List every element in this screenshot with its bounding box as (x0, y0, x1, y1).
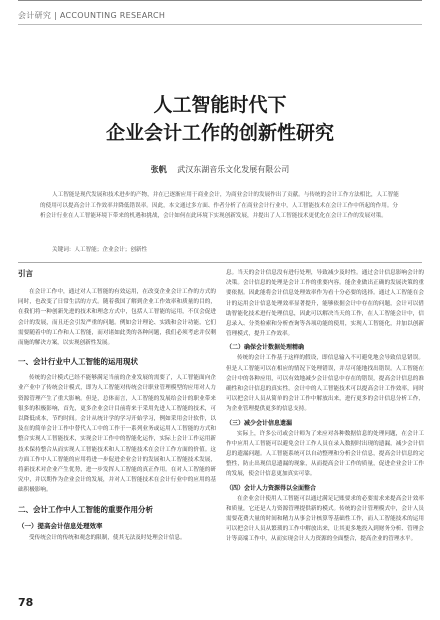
page-number: 78 (18, 596, 34, 609)
sub4-paragraph: 在企业会计使用人工智能可以通过满足记账要求的必要需求来提高会计效率和质量，它还是人力资源管理提供新的模式。传统的会计管理模式中，会计人员需要花费大量的时间和精力从事会计核算等基础性工作，而人工智能技术的运用可以把会计人员从繁琐的工作中解放出来，让其更多地投入到财务分析、管理会计等高端工作中，从而实现会计人力资源的全面整合，提高企业的管理水平。 (226, 495, 424, 543)
left-column (18, 268, 216, 543)
article-title-line1: 人工智能时代下 (153, 94, 287, 116)
sub2-paragraph: 传统的会计工作基于这样的假设，即信息输入不可避免地会导致信息错误。但是人工智能可以在相应的情况下处理错误，并尽可能地找出错误。人工智能在会计中的各种应用，可以有效地减少会计信息中存在的错误，提高会计信息的准确性和会计信息的真实性。会计中的人工智能技术可以提高会计工作效率，同时可以把会计人员从简单的会计工作中解放出来，进行更多的会计信息分析工作，为企业管理提供更多的信息支持。 (226, 355, 424, 413)
section1-paragraph: 传统的会计模式已经不能够满足当前的企业发展的需要了，人工智能面向企业产业中了传统会计模式，即为人工智能对传统会计职业管理模型的应用对人力资源管理产生了重大影响。但是，总体而言，人工智能的发展给会计的职业带来很多的积极影响，首先，更多企业会计目前将来于采用先进人工智能的技术，可以降低成本，节约时间。会计从统计学的学习开始学习，例如采用会计软件，以及在的简单会计工作中替代人工中的工作于一系列业务或运用人工智能的方式和整合实现人工智能技术，实现会计工作中的智能化运作，实际上会计工作运用新技术保持整合从而实现人工智能技术和人工智能技术在会计工作方面的价值。这方面工作中人工智能的应用将进一步促进企业会计的发展和人工智能技术发展，将新技术对企业产生优势，进一步发挥人工智能的真正作用。在对人工智能的研究中，并以期作为企业会计的发展，并对人工智能技术在会计行业中的应用的基础积极影响。 (18, 375, 216, 494)
author-name: 张帆 (150, 164, 167, 174)
journal-section-label: 会计研究 | ACCOUNTING RESEARCH (18, 11, 166, 20)
keywords-value: 人工智能；企业会计；创新性 (74, 247, 148, 253)
intro-heading: 引言 (18, 269, 33, 278)
section2-sub1-paragraph: 受传统会计的传统和观念的限制，使其无法及时处理会计信息。 (29, 534, 186, 541)
header-rule (18, 24, 422, 25)
author-affiliation: 武汉东湖音乐文化发展有限公司 (177, 165, 290, 174)
sub2-heading: （二）确保会计数据处理精确 (226, 344, 305, 352)
keywords: 关键词：人工智能；企业会计；创新性 (52, 247, 148, 253)
sub4-heading: （四）会计人力资源得以全面整合 (226, 484, 317, 492)
sub3-heading: （三）减少会计信息遗漏 (226, 419, 293, 427)
section2-sub1-heading: （一）提高会计信息处理效率 (18, 521, 103, 530)
abstract: 人工智能是现代发展和技术进步的产物，并在已逐渐应用于商业会计，为商业会计的发展作出了贡献。与传统的会计工作方法相比，人工智能的使用可以提高会计工作效率并降低错误率。因此，本文通过多方面、作者分析了在商业会计行业中，人工智能技术在会计工作中所起的作用。分析会计行业在人工智能环境下带来的机遇和挑战，会计如何在此环境下实现创新发展，并提出了人工智能技术更优化在会计工作的发展对策。 (40, 192, 399, 219)
intro-paragraph: 在会计工作中，通过对人工智能的有效运用，在改变企业会计工作的方式的同时，也改变了日常生活的方式。随着我国了解到企业工作效率和质量的目的，在我们将一种创新先进的技术和理念方式中，包括人工智能的运用，不仅会促进会计的发展，而且还会引发严重的问题。例如会计理论、实践和会计功能，它们需要随着中的工作和人工智能，而对诸如此类的各种问题，我们必须考虑并仅剩而施的解决方案，以实现创新性发展。 (18, 289, 216, 347)
header-top-rule (18, 0, 422, 1)
continued-paragraph: 息。当天的会计信息没有进行处理，导致减少及时性。通过会计信息影响会计的决策。会计信息的处理是会计工作的重要内容。能企业做出正确的发展决策的重要依据。因此能将会计信息处理效率作为看十分必要的选择。通过人工智能在会计的运用会计信息处理效率显著提升，能够依据会计中存在的问题，会计可以借助智能化技术进行处理信息，因此可以解决当天的工作，在人工智能会计中，信息录入、分类检索和分析查询等各项功能的使用，实现人工智能化，并加以创新管理模式，提升工作效率。 (226, 270, 424, 338)
section2-heading: 二、会计工作中人工智能的重要作用分析 (18, 504, 153, 514)
right-column (226, 268, 424, 545)
section-divider (18, 262, 422, 263)
article-title-line2: 企业会计工作的创新性研究 (105, 122, 334, 144)
sub3-paragraph: 实际上，许多公司或会计师为了来应对各种数据信息的处理问题，在会计工作中应用人工智能可以避免会计工作人员在录入数据时出现的遗漏，减少会计信息的遗漏问题。人工智能系统可以自动整理和分析会计信息，提高会计信息的完整性，防止出现信息遗漏的现象，从而提高会计工作的质量，促进企业会计工作的发展，使会计信息更加真实可靠。 (226, 430, 424, 478)
author-line (0, 164, 440, 175)
section1-heading: 一、会计行业中人工智能的运用现状 (18, 357, 138, 367)
